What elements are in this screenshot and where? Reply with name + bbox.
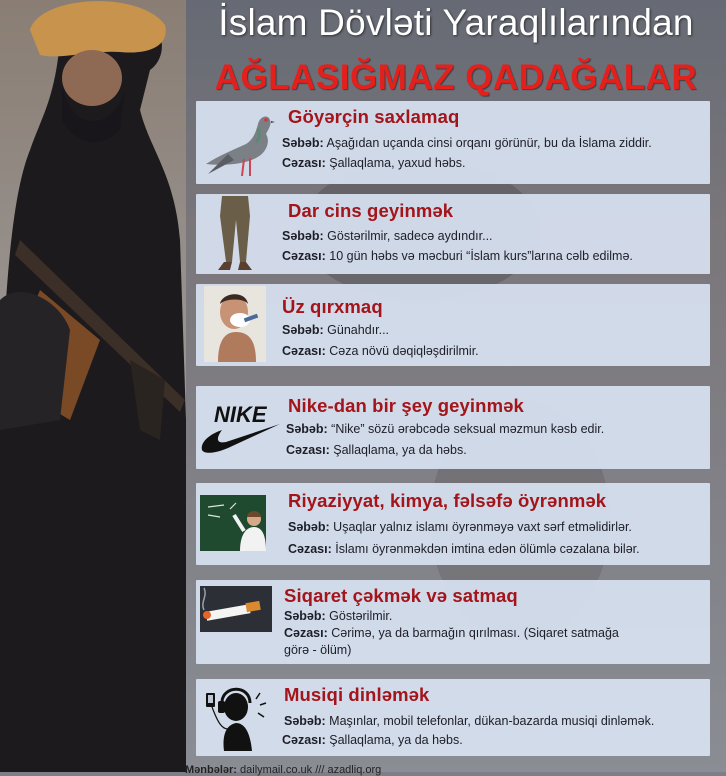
nike-logo	[200, 400, 282, 456]
jeans-icon	[210, 196, 260, 272]
card-title: Üz qırxmaq	[282, 296, 383, 317]
reason-label: Səbəb:	[286, 422, 328, 436]
reason-label: Səbəb:	[282, 136, 324, 150]
title-line-1: İslam Dövləti Yaraqlılarından	[218, 2, 694, 43]
card-title: Nike-dan bir şey geyinmək	[288, 395, 524, 416]
penalty-text: Cərimə, ya da barmağın qırılması. (Siqaret satmağa	[331, 626, 619, 640]
penalty-line	[284, 625, 619, 641]
reason-text: Maşınlar, mobil telefonlar, dükan-bazarda musiqi dinləmək.	[329, 714, 655, 728]
reason-text: Uşaqlar yalnız islamı öyrənməyə vaxt sərf etməlidirlər.	[333, 520, 632, 534]
reason-label: Səbəb:	[284, 609, 326, 623]
reason-label: Səbəb:	[282, 229, 324, 243]
blackboard-icon	[200, 495, 266, 551]
reason-line	[284, 608, 392, 624]
penalty-text: Şallaqlama, ya da həbs.	[333, 443, 467, 457]
shaving-icon	[204, 286, 266, 362]
penalty-text: 10 gün həbs və məcburi “İslam kurs”larına cəlb edilmə.	[329, 249, 633, 263]
card-title: Dar cins geyinmək	[288, 200, 454, 221]
reason-text: Göstərilmir, sadecə aydındır...	[327, 229, 493, 243]
reason-line	[286, 421, 604, 437]
reason-line	[282, 228, 493, 244]
reason-text: Aşağıdan uçanda cinsi orqanı görünür, bu da İslama ziddir.	[326, 136, 652, 150]
reason-line	[288, 519, 632, 535]
penalty-label: Cəzası:	[288, 542, 332, 556]
source-line	[185, 764, 381, 776]
card-title: Göyərçin saxlamaq	[288, 106, 460, 127]
penalty-text: İslamı öyrənməkdən imtina edən ölümlə cəzalana bilər.	[335, 542, 640, 556]
ban-card-cigarette	[196, 580, 710, 664]
penalty-label: Cəzası:	[284, 626, 328, 640]
reason-line	[282, 322, 389, 338]
penalty-label: Cəzası:	[282, 156, 326, 170]
penalty-label: Cəzası:	[282, 249, 326, 263]
ban-card-music	[196, 679, 710, 756]
penalty-line	[286, 442, 467, 458]
source-text: dailymail.co.uk /// azadliq.org	[240, 764, 382, 776]
reason-text: Göstərilmir.	[329, 609, 393, 623]
source-label: Mənbələr:	[185, 764, 237, 776]
penalty-label: Cəzası:	[286, 443, 330, 457]
penalty-line	[282, 248, 633, 264]
cigarette-icon	[200, 586, 272, 632]
reason-label: Səbəb:	[288, 520, 330, 534]
nike-logo-text: NIKE	[214, 402, 267, 427]
reason-label: Səbəb:	[284, 714, 326, 728]
reason-line	[282, 135, 652, 151]
ban-card-nike	[196, 386, 710, 469]
penalty-text: Şallaqlama, ya da həbs.	[329, 733, 463, 747]
ban-card-shaving	[196, 284, 710, 366]
pigeon-icon	[198, 104, 276, 182]
penalty-line	[282, 343, 479, 359]
penalty-line	[282, 732, 463, 748]
reason-text: “Nike” sözü ərəbcədə seksual məzmun kəsb edir.	[331, 422, 605, 436]
title-line-2: AĞLASIĞMAZ QADAĞALAR	[214, 58, 698, 97]
penalty-text: Şallaqlama, yaxud həbs.	[329, 156, 466, 170]
card-title: Riyaziyyat, kimya, fəlsəfə öyrənmək	[288, 490, 607, 511]
penalty-line	[282, 155, 465, 171]
ban-card-jeans	[196, 194, 710, 274]
penalty-label: Cəzası:	[282, 733, 326, 747]
ban-card-sciences	[196, 483, 710, 565]
card-title: Siqaret çəkmək və satmaq	[284, 585, 518, 606]
penalty-line	[288, 541, 640, 557]
penalty-line-2: görə - ölüm)	[284, 643, 352, 657]
reason-line	[284, 713, 654, 729]
penalty-text: Cəza növü dəqiqləşdirilmir.	[329, 344, 479, 358]
reason-text: Günahdır...	[327, 323, 390, 337]
penalty-label: Cəzası:	[282, 344, 326, 358]
reason-label: Səbəb:	[282, 323, 324, 337]
card-title: Musiqi dinləmək	[284, 684, 430, 705]
ban-card-pigeon	[196, 101, 710, 184]
headphones-icon	[198, 679, 270, 751]
